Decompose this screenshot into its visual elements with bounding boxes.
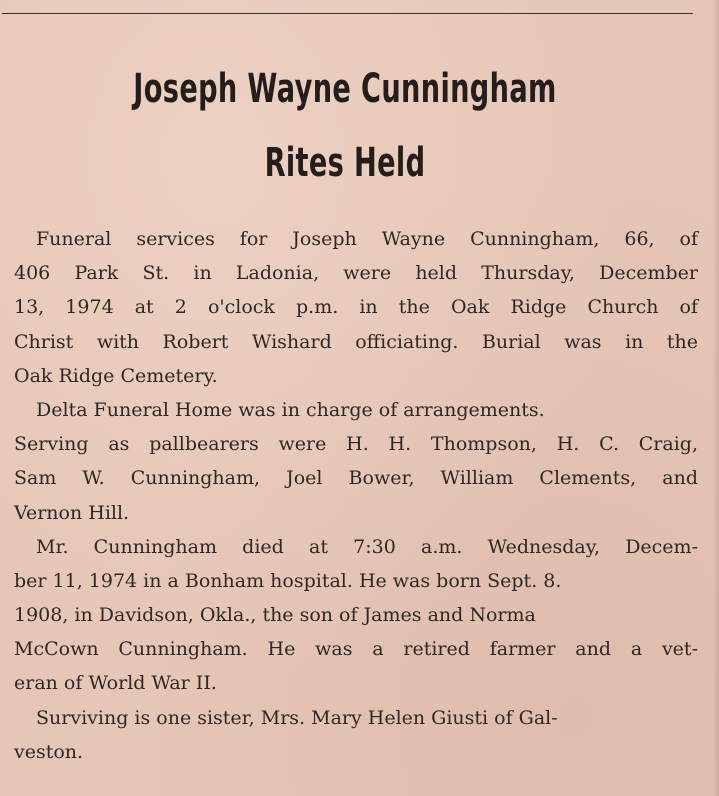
article-line: Funeral services for Joseph Wayne Cunningham, 66, of: [36, 228, 698, 250]
article-line: 1908, in Davidson, Okla., the son of James and Norma: [14, 604, 536, 627]
article-line: 13, 1974 at 2 o'clock p.m. in the Oak Ridge Church of: [14, 296, 698, 319]
article-line: veston.: [14, 740, 84, 763]
article-body: [14, 222, 698, 769]
article-line: ber 11, 1974 in a Bonham hospital. He was born Sept. 8.: [14, 569, 562, 592]
article-line: Christ with Robert Wishard officiating. Burial was in the: [14, 330, 698, 353]
article-line: Delta Funeral Home was in charge of arrangements.: [36, 398, 545, 421]
article-line: Sam W. Cunningham, Joel Bower, William Clements, and: [14, 467, 698, 490]
page-edge-shadow: [713, 0, 719, 796]
article-line: McCown Cunningham. He was a retired farmer and a vet-: [14, 638, 698, 661]
article-line: Mr. Cunningham died at 7:30 a.m. Wednesday, Decem-: [36, 535, 698, 558]
article-line: Oak Ridge Cemetery.: [14, 364, 218, 387]
article-line: 406 Park St. in Ladonia, were held Thursday, December: [14, 262, 698, 285]
article-line: Serving as pallbearers were H. H. Thompson, H. C. Craig,: [14, 433, 698, 456]
headline-line-2: Rites Held: [264, 140, 426, 186]
headline: [110, 52, 579, 200]
article-line: Vernon Hill.: [14, 501, 130, 524]
article-line: Surviving is one sister, Mrs. Mary Helen Giusti of Gal-: [36, 706, 558, 729]
article-line: eran of World War II.: [14, 672, 217, 695]
top-rule-divider: [2, 13, 693, 14]
headline-line-1: Joseph Wayne Cunningham: [133, 66, 557, 112]
